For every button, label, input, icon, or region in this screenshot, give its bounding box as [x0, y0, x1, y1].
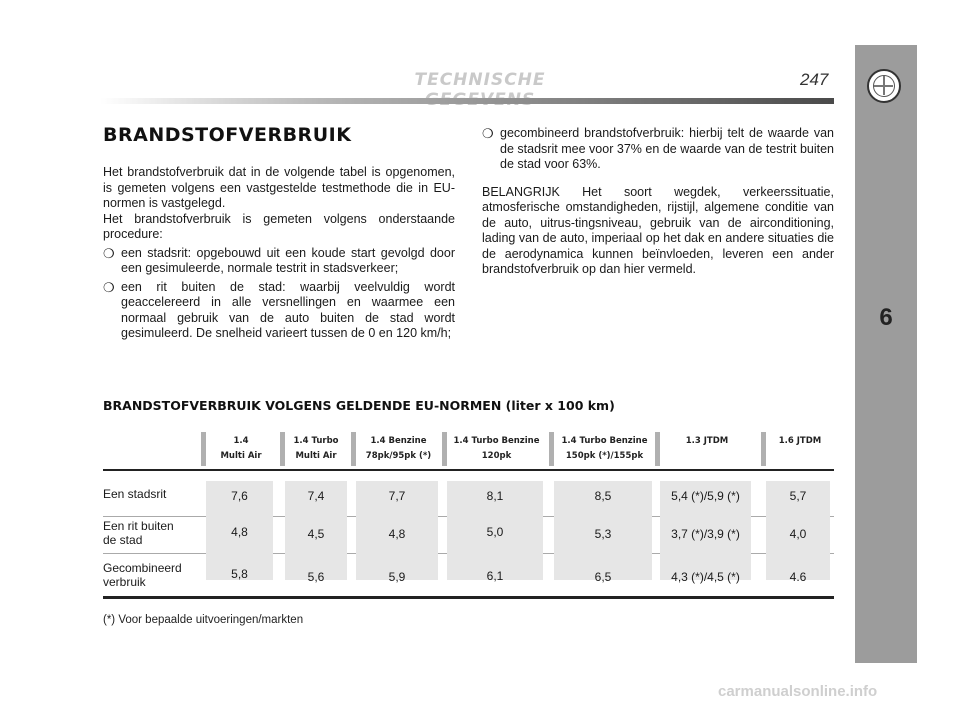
chapter-sidebar	[855, 45, 917, 663]
column-header: 1.4 Turbo Multi Air	[293, 436, 339, 461]
table-cell: 5,9	[388, 570, 406, 584]
column-header: 1.6 JTDM	[778, 436, 822, 446]
row-label: Een rit buiten de stad	[103, 519, 174, 547]
table-cell: 4,8	[388, 527, 406, 541]
important-note: BELANGRIJK Het soort wegdek, verkeerssituatie, atmosferische omstandigheden, rijstijl, algemene conditie van de auto, uitrus-tingsniveau, gebruik van de airconditioning, lading van de auto, imperiaal op het dak en andere situaties die de aerodynamica kunnen beïnvloeden, leveren een ander brandstofverbruik op dan hier vermeld.	[482, 184, 834, 276]
watermark: carmanualsonline.info	[718, 683, 878, 700]
bullet-circle-icon: ❍	[103, 279, 115, 295]
table-cell: 4,8	[231, 525, 248, 539]
column-header: 1.4 Turbo Benzine 150pk (*)/155pk	[561, 436, 648, 461]
table-cell: 5,6	[307, 570, 325, 584]
table-cell: 8,5	[594, 489, 612, 503]
chapter-number[interactable]: 6	[879, 304, 893, 331]
table-bottom-rule	[103, 596, 834, 599]
table-cell: 5,3	[594, 527, 612, 541]
column-header: 1.4 Turbo Benzine 120pk	[453, 436, 540, 461]
section-heading: BRANDSTOFVERBRUIK	[103, 124, 352, 146]
table-cell: 4.6	[789, 570, 807, 584]
alfa-romeo-badge-icon	[867, 69, 901, 103]
procedure-paragraph: Het brandstofverbruik is gemeten volgens onderstaande procedure:	[103, 211, 455, 241]
table-cell: 3,7 (*)/3,9 (*)	[671, 527, 740, 541]
row-label: Gecombineerd verbruik	[103, 561, 182, 589]
right-text-column	[482, 126, 834, 278]
bullet-circle-icon: ❍	[103, 245, 115, 261]
list-item	[103, 280, 455, 342]
table-footnote: (*) Voor bepaalde uitvoeringen/markten	[103, 614, 304, 626]
left-text-column	[103, 165, 455, 342]
table-title: BRANDSTOFVERBRUIK VOLGENS GELDENDE EU-NORMEN (liter x 100 km)	[103, 398, 615, 413]
column-header: 1.4 Benzine 78pk/95pk (*)	[365, 436, 432, 461]
row-label: Een stadsrit	[103, 487, 167, 501]
table-cell: 7,7	[388, 489, 406, 503]
list-item	[482, 126, 834, 173]
list-item-text: gecombineerd brandstofverbruik: hierbij telt de waarde van de stadsrit mee voor 37% en de waarde van de testrit buiten de stad voor 63%.	[500, 126, 834, 171]
list-item	[103, 246, 455, 277]
bullet-circle-icon: ❍	[482, 126, 494, 141]
list-item-text: een stadsrit: opgebouwd uit een koude start gevolgd door een gesimuleerde, normale testrit in stadsverkeer;	[121, 245, 455, 275]
table-cell: 5,8	[231, 567, 248, 581]
table-cell: 8,1	[486, 489, 504, 503]
table-cell: 4,5	[307, 527, 325, 541]
header-divider	[100, 98, 834, 104]
table-cell: 5,4 (*)/5,9 (*)	[671, 489, 740, 503]
table-cell: 4,3 (*)/4,5 (*)	[671, 570, 740, 584]
table-cell: 7,6	[231, 489, 248, 503]
list-item-text: een rit buiten de stad: waarbij veelvuldig wordt geaccelereerd in alle versnellingen en waarmee een normaal gebruik van de auto buiten de stad wordt gesimuleerd. De snelheid varieert tussen de 0 en 120 km/h;	[121, 279, 455, 340]
consumption-table	[103, 432, 834, 602]
table-cell: 4,0	[789, 527, 807, 541]
intro-paragraph: Het brandstofverbruik dat in de volgende tabel is opgenomen, is gemeten volgens een vastgestelde testmethode die in EU-normen is vastgelegd.	[103, 165, 455, 210]
running-header-title: TECHNISCHE	[414, 70, 546, 90]
page-number: 247	[800, 70, 829, 89]
table-cell: 7,4	[307, 489, 325, 503]
table-cell: 5,7	[789, 489, 807, 503]
column-header: 1.3 JTDM	[685, 436, 729, 446]
table-cell: 6,5	[594, 570, 612, 584]
table-cell: 6,1	[486, 569, 504, 583]
table-top-rule	[103, 469, 834, 471]
column-header: 1.4 Multi Air	[220, 436, 262, 461]
table-cell: 5,0	[486, 525, 504, 539]
